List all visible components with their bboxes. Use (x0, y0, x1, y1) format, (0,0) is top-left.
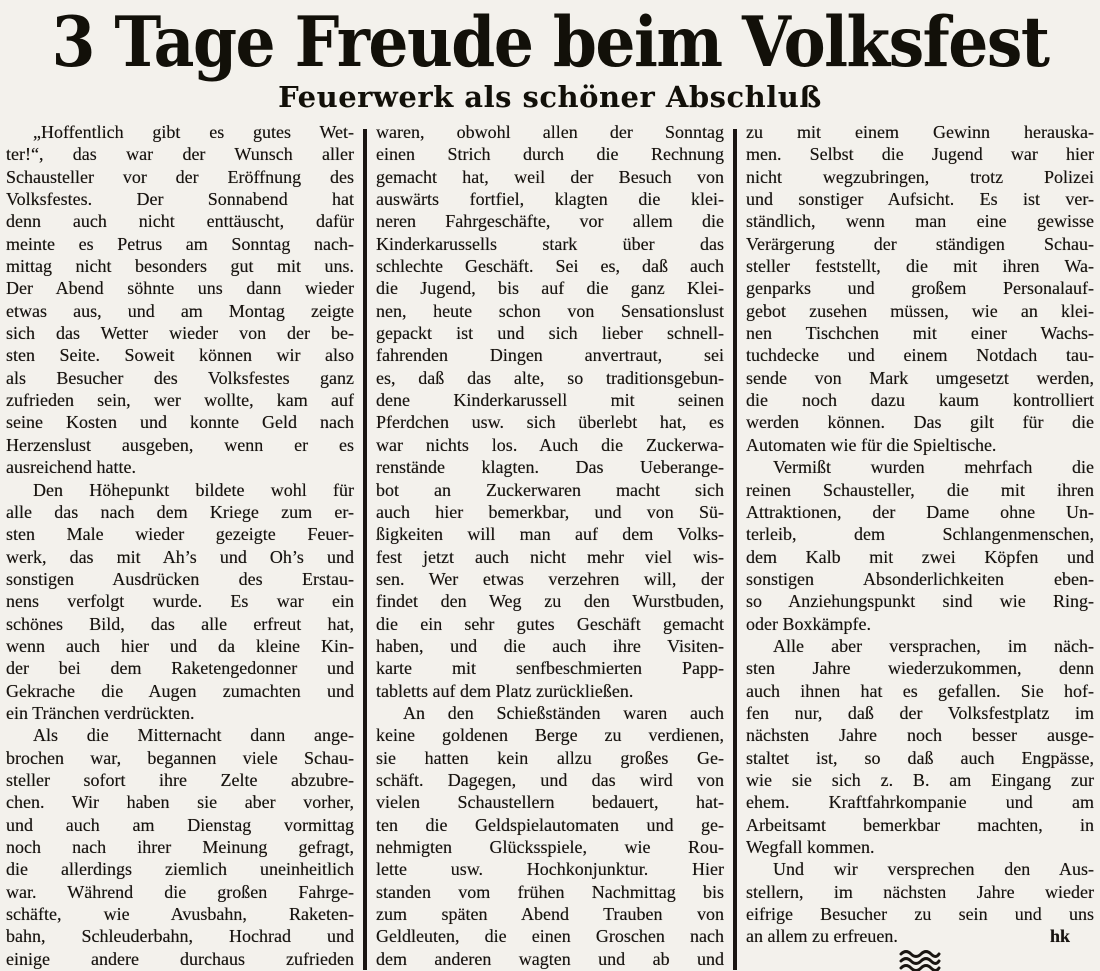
text-line: Pferdchen usw. sich überlebt hat, es (376, 412, 724, 433)
text-line: sie hatten kein allzu großes Ge- (376, 747, 724, 768)
text-line: einige andere durchaus zufrieden (6, 948, 354, 969)
text-line: terleib, dem Schlangenmenschen, (746, 524, 1094, 545)
column-divider-right (733, 129, 737, 970)
text-line: meinte es Petrus am Sonntag nach- (6, 233, 354, 254)
text-line: noch nach ihrer Meinung gefragt, (6, 837, 354, 857)
text-line: und sonstiger Aufsicht. Es ist ver- (746, 189, 1094, 210)
text-line: werden können. Das gilt für die (746, 412, 1094, 433)
text-line: etwas aus, und am Montag zeigte (6, 300, 354, 321)
text-line: die Jugend, bis auf die ganz Klei- (376, 278, 724, 299)
text-line: auch ihnen hat es gefallen. Sie hof- (746, 680, 1094, 701)
text-line: gebot zusehen müssen, wie an klei- (746, 300, 1094, 321)
text-line: ehem. Kraftfahrkompanie und am (746, 792, 1094, 813)
text-line: alle das nach dem Kriege zum er- (6, 501, 354, 522)
text-line: Vermißt wurden mehrfach die (773, 457, 1094, 478)
text-line: haben, und die auch ihre Visiten- (376, 635, 724, 656)
text-line: waren, obwohl allen der Sonntag (376, 122, 724, 142)
text-line: eifrige Besucher zu sein und uns (746, 904, 1094, 925)
text-line: dene Kinderkarussell mit seinen (376, 390, 724, 411)
text-line: sten Jahre wiederzukommen, denn (746, 658, 1094, 679)
text-line: karte mit senfbeschmierten Papp- (376, 658, 724, 679)
text-fragment: an allem zu erfreuen. (746, 926, 898, 947)
text-line: tabletts auf dem Platz zurückließen. (376, 680, 634, 701)
text-line: seine Kosten und konnte Geld nach (6, 412, 354, 433)
text-line: sich das Wetter wieder von der be- (6, 323, 354, 344)
text-line: bot an Zuckerwaren macht sich (376, 479, 724, 500)
text-line: zufrieden sein, wer wollte, kam auf (6, 390, 354, 411)
text-line: nehmigten Glücksspiele, wie Rou- (376, 837, 724, 857)
text-line: denn auch nicht enttäuscht, dafür (6, 211, 354, 232)
text-line: sonstigen Ausdrücken des Erstau- (6, 568, 354, 589)
text-line: sen. Wer etwas verzehren will, der (376, 568, 724, 589)
column-divider-left (363, 129, 367, 970)
text-line: gepackt ist und sich lieber schnell- (376, 323, 724, 344)
text-line: steller sofort ihre Zelte abzubre- (6, 769, 354, 790)
text-line: Herzenslust ausgeben, wenn er es (6, 434, 354, 455)
text-line: dem Kalb mit zwei Köpfen und (746, 546, 1094, 567)
text-line: keine goldenen Berge zu verdienen, (376, 725, 724, 746)
article-column-2 (376, 121, 724, 970)
text-line: ausreichend hatte. (6, 457, 136, 478)
text-line: Attraktionen, der Dame ohne Un- (746, 501, 1094, 522)
text-line: sten Seite. Soweit können wir also (6, 345, 354, 366)
text-line: schäfte, wie Avusbahn, Raketen- (6, 904, 354, 925)
text-line: schlechte Geschäft. Sei es, daß auch (376, 256, 724, 277)
text-line: nen, heute schon von Sensationslust (376, 300, 724, 321)
text-line: war. Während die großen Fahrge- (6, 881, 354, 902)
article-body (0, 112, 1100, 970)
text-line: so Anziehungspunkt sind wie Ring- (746, 591, 1094, 612)
text-line: fahrenden Dingen anvertraut, sei (376, 345, 724, 366)
text-line: standen vom frühen Nachmittag bis (376, 881, 724, 902)
text-line: und auch am Dienstag vormittag (6, 814, 354, 835)
text-line: Wegfall kommen. (746, 837, 875, 857)
text-line: die allerdings ziemlich uneinheitlich (6, 859, 354, 880)
text-line: ten die Geldspielautomaten und ge- (376, 814, 724, 835)
text-line: zum späten Abend Trauben von (376, 904, 724, 925)
text-line: als Besucher des Volksfestes ganz (6, 367, 354, 388)
text-line: auch hier bemerkbar, und von Sü- (376, 501, 724, 522)
text-line: wie sie sich z. B. am Eingang zur (746, 769, 1094, 790)
text-line: Automaten wie für die Spieltische. (746, 434, 997, 455)
text-line: war nichts los. Auch die Zuckerwa- (376, 434, 724, 455)
text-line: schäft. Dagegen, und das wird von (376, 769, 724, 790)
text-line: renstände klagten. Das Ueberange- (376, 457, 724, 478)
author-initials: hk (1049, 926, 1070, 947)
text-line: An den Schießständen waren auch (403, 702, 724, 723)
triple-wave-icon (897, 949, 943, 971)
text-line: steller feststellt, die mit ihren Wa- (746, 256, 1094, 277)
text-line: die ein sehr gutes Geschäft gemacht (376, 613, 724, 634)
text-line: genparks und großem Personalauf- (746, 278, 1094, 299)
text-line: staltet ist, so daß auch Engpässe, (746, 747, 1094, 768)
text-line (746, 925, 1094, 947)
text-line: Kinderkarussells stark über das (376, 233, 724, 254)
text-line: Den Höhepunkt bildete wohl für (33, 479, 354, 500)
text-line: men. Selbst die Jugend war hier (746, 144, 1094, 165)
text-line: ßigkeiten will man auf dem Volks- (376, 524, 724, 545)
text-line: Als die Mitternacht dann ange- (33, 725, 354, 746)
text-line: tuchdecke und einem Notdach tau- (746, 345, 1094, 366)
text-line: neren Fahrgeschäfte, vor allem die (376, 211, 724, 232)
text-line: chen. Wir haben sie aber vorher, (6, 792, 354, 813)
article-column-3 (746, 121, 1094, 970)
article-column-1 (6, 121, 354, 970)
text-line: mittag nicht besonders gut mit uns. (6, 256, 354, 277)
text-line: sonstigen Absonderlichkeiten eben- (746, 568, 1094, 589)
text-line: Volksfestes. Der Sonnabend hat (6, 189, 354, 210)
text-line: Arbeitsamt bemerkbar machten, in (746, 814, 1094, 835)
text-line: oder Boxkämpfe. (746, 613, 871, 634)
text-line: nächsten Jahre noch besser ausge- (746, 725, 1094, 746)
subheadline: Feuerwerk als schöner Abschluß (278, 80, 822, 114)
article-end-mark (746, 948, 1094, 971)
text-line: fest jetzt auch nicht mehr viel wis- (376, 546, 724, 567)
text-line: wenn auch hier und da kleine Kin- (6, 635, 354, 656)
text-line: lette usw. Hochkonjunktur. Hier (376, 859, 724, 880)
text-line: es, daß das alte, so traditionsgebun- (376, 367, 724, 388)
text-line: vielen Schaustellern bedauert, hat- (376, 792, 724, 813)
text-line: Der Abend söhnte uns dann wieder (6, 278, 354, 299)
text-line: gemacht hat, weil der Besuch von (376, 166, 724, 187)
text-line: nens verfolgt wurde. Es war ein (6, 591, 354, 612)
text-line: Alle aber versprachen, im näch- (773, 635, 1094, 656)
text-line: nicht wegzubringen, trotz Polizei (746, 166, 1094, 187)
text-line: ein Tränchen verdrückten. (6, 702, 195, 723)
text-line: der bei dem Raketengedonner und (6, 658, 354, 679)
text-line: werk, das mit Ah’s und Oh’s und (6, 546, 354, 567)
text-line: ständlich, wenn man eine gewisse (746, 211, 1094, 232)
text-line: Und wir versprechen den Aus- (773, 859, 1094, 880)
text-line: fen nur, daß der Volksfestplatz im (746, 702, 1094, 723)
text-line: Verärgerung der ständigen Schau- (746, 233, 1094, 254)
text-line: „Hoffentlich gibt es gutes Wet- (33, 122, 354, 142)
text-line: stellern, im nächsten Jahre wieder (746, 881, 1094, 902)
text-line: auswärts fortfiel, klagten die klei- (376, 189, 724, 210)
text-line: ter!“, das war der Wunsch aller (6, 144, 354, 165)
text-line: Geldleuten, die einen Groschen nach (376, 926, 724, 947)
text-line: Gekrache die Augen zumachten und (6, 680, 354, 701)
text-line: brochen war, begannen viele Schau- (6, 747, 354, 768)
text-line: die noch dazu kaum kontrolliert (746, 390, 1094, 411)
text-line: sten Male wieder gezeigte Feuer- (6, 524, 354, 545)
text-line: findet den Weg zu den Wurstbuden, (376, 591, 724, 612)
headline: 3 Tage Freude beim Volksfest (51, 1, 1049, 83)
text-line: Schausteller vor der Eröffnung des (6, 166, 354, 187)
text-line: schönes Bild, das alle erfreut hat, (6, 613, 354, 634)
text-line: nen Tischchen mit einer Wachs- (746, 323, 1094, 344)
text-line: einen Strich durch die Rechnung (376, 144, 724, 165)
text-line: bahn, Schleuderbahn, Hochrad und (6, 926, 354, 947)
text-line: sende von Mark umgesetzt werden, (746, 367, 1094, 388)
text-line: reinen Schausteller, die mit ihren (746, 479, 1094, 500)
text-line: dem anderen wagten und ab und (376, 948, 724, 969)
text-line: zu mit einem Gewinn herauska- (746, 122, 1094, 142)
